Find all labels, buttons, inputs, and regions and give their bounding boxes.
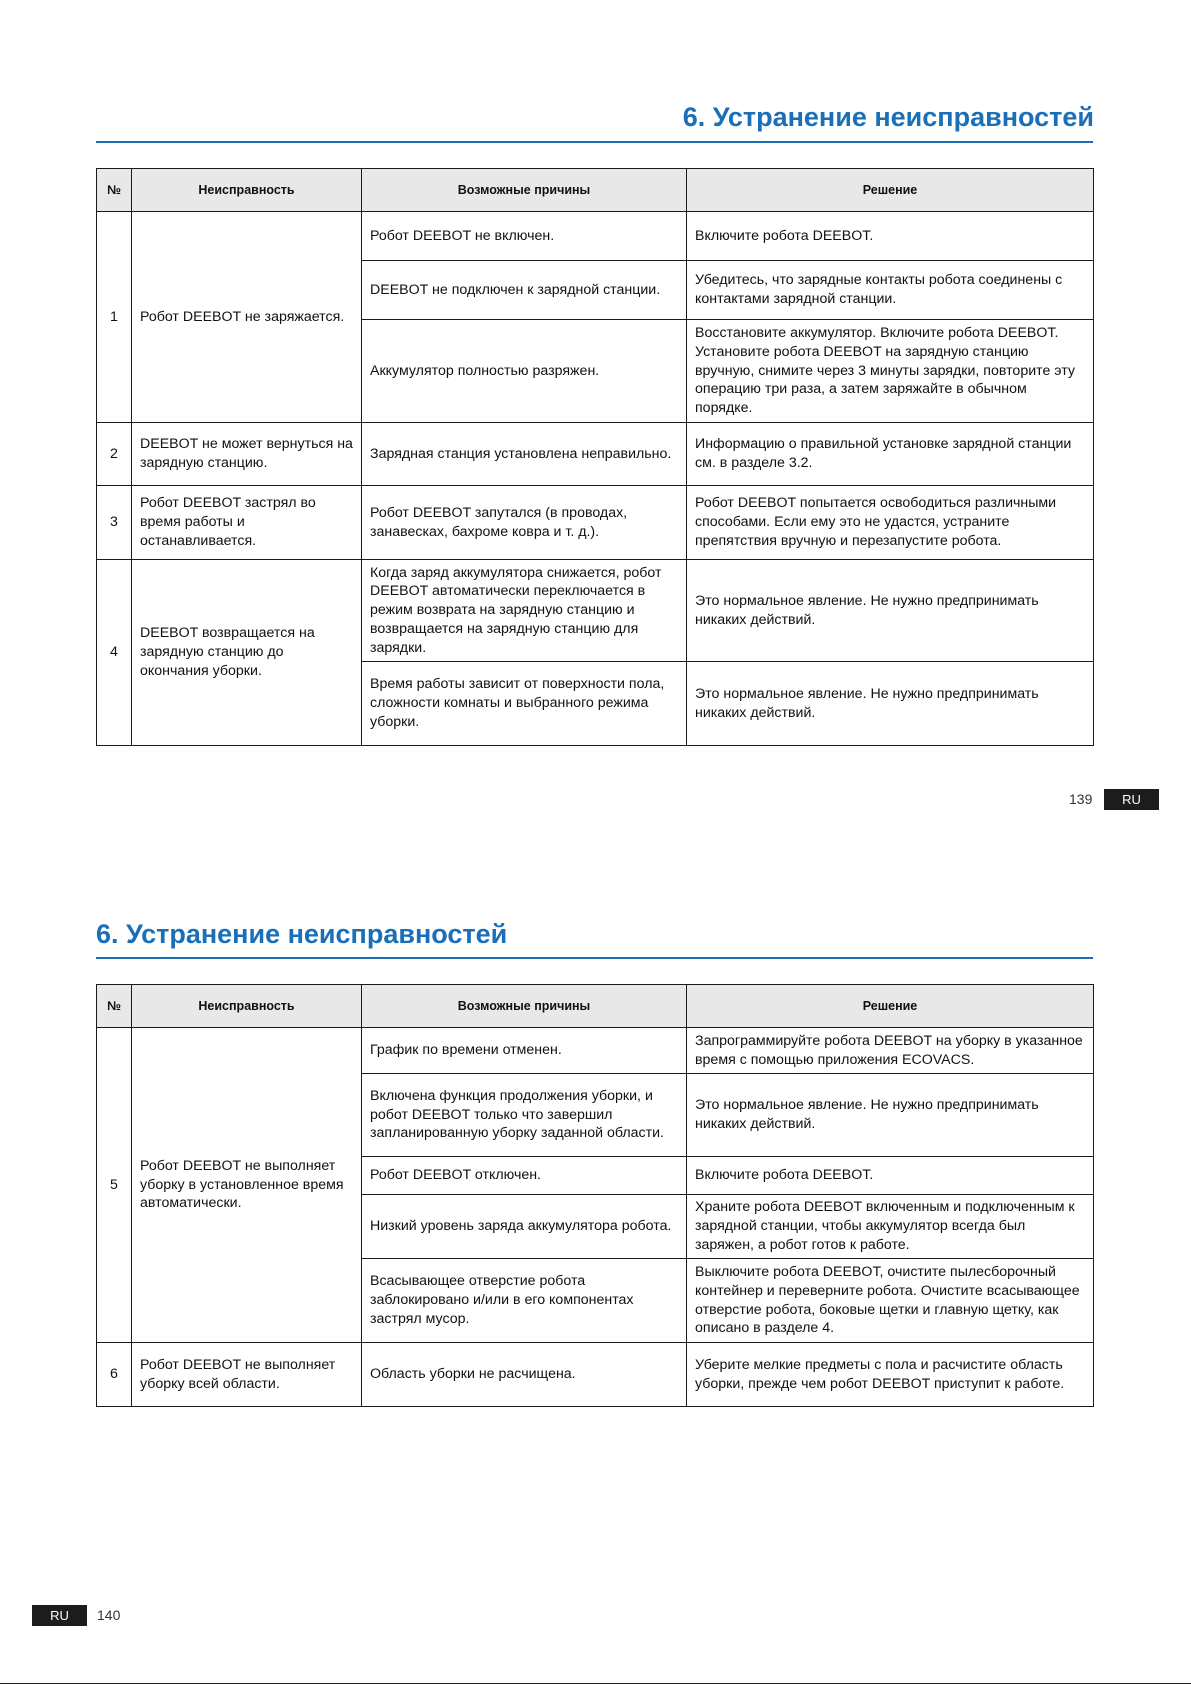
page-bottom-border [0,1683,1191,1684]
troubleshooting-table [96,168,1094,746]
solution-cell: Храните робота DEEBOT включенным и подключенным к зарядной станции, чтобы аккумулятор всегда был заряжен, а робот готов к работе. [687,1195,1094,1259]
title-rule [96,957,1093,959]
page-number: 140 [97,1607,121,1623]
cause-cell: Время работы зависит от поверхности пола, сложности комнаты и выбранного режима уборки. [362,662,687,746]
cause-cell: Область уборки не расчищена. [362,1343,687,1407]
cause-cell: Робот DEEBOT не включен. [362,212,687,261]
solution-cell: Включите робота DEEBOT. [687,212,1094,261]
table-header-row [97,169,1094,212]
problem-cell: DEEBOT возвращается на зарядную станцию до окончания уборки. [132,560,362,746]
table-row [97,423,1094,486]
page-title: 6. Устранение неисправностей [682,102,1094,132]
page-number: 139 [1069,791,1093,807]
problem-cell: DEEBOT не может вернуться на зарядную станцию. [132,423,362,486]
row-number: 5 [97,1028,132,1343]
cause-cell: Робот DEEBOT отключен. [362,1157,687,1195]
header-solution: Решение [687,169,1094,212]
solution-cell: Убедитесь, что зарядные контакты робота соединены с контактами зарядной станции. [687,261,1094,320]
cause-cell: Зарядная станция установлена неправильно. [362,423,687,486]
problem-cell: Робот DEEBOT не заряжается. [132,212,362,423]
troubleshooting-table [96,984,1094,1407]
language-badge: RU [1104,789,1159,810]
table-row [97,1028,1094,1074]
solution-cell: Информацию о правильной установке зарядной станции см. в разделе 3.2. [687,423,1094,486]
solution-cell: Это нормальное явление. Не нужно предпринимать никаких действий. [687,1074,1094,1157]
title-rule [96,141,1093,143]
header-problem: Неисправность [132,985,362,1028]
row-number: 2 [97,423,132,486]
header-number: № [97,169,132,212]
cause-cell: Робот DEEBOT запутался (в проводах, занавесках, бахроме ковра и т. д.). [362,486,687,560]
solution-cell: Это нормальное явление. Не нужно предпринимать никаких действий. [687,662,1094,746]
solution-cell: Запрограммируйте робота DEEBOT на уборку в указанное время с помощью приложения ECOVACS. [687,1028,1094,1074]
row-number: 3 [97,486,132,560]
table-header-row [97,985,1094,1028]
header-causes: Возможные причины [362,169,687,212]
table-row [97,560,1094,662]
row-number: 1 [97,212,132,423]
table-row [97,486,1094,560]
row-number: 4 [97,560,132,746]
header-problem: Неисправность [132,169,362,212]
table-row [97,212,1094,261]
table-row [97,1343,1094,1407]
cause-cell: Аккумулятор полностью разряжен. [362,320,687,423]
solution-cell: Робот DEEBOT попытается освободиться различными способами. Если ему это не удастся, устраните препятствия вручную и перезапустите робота. [687,486,1094,560]
page-title: 6. Устранение неисправностей [96,919,508,949]
cause-cell: Включена функция продолжения уборки, и робот DEEBOT только что завершил запланированную уборку заданной области. [362,1074,687,1157]
solution-cell: Восстановите аккумулятор. Включите робота DEEBOT. Установите робота DEEBOT на зарядную станцию вручную, снимите через 3 минуты зарядки, повторите эту операцию три раза, а затем заряжайте в обычном порядке. [687,320,1094,423]
language-badge: RU [32,1605,87,1626]
cause-cell: Всасывающее отверстие робота заблокировано и/или в его компонентах застрял мусор. [362,1259,687,1343]
cause-cell: График по времени отменен. [362,1028,687,1074]
problem-cell: Робот DEEBOT не выполняет уборку в установленное время автоматически. [132,1028,362,1343]
cause-cell: DEEBOT не подключен к зарядной станции. [362,261,687,320]
header-solution: Решение [687,985,1094,1028]
problem-cell: Робот DEEBOT не выполняет уборку всей области. [132,1343,362,1407]
solution-cell: Включите робота DEEBOT. [687,1157,1094,1195]
solution-cell: Уберите мелкие предметы с пола и расчистите область уборки, прежде чем робот DEEBOT приступит к работе. [687,1343,1094,1407]
cause-cell: Низкий уровень заряда аккумулятора робота. [362,1195,687,1259]
header-number: № [97,985,132,1028]
header-causes: Возможные причины [362,985,687,1028]
cause-cell: Когда заряд аккумулятора снижается, робот DEEBOT автоматически переключается в режим возврата на зарядную станцию и возвращается на зарядную станцию для зарядки. [362,560,687,662]
solution-cell: Это нормальное явление. Не нужно предпринимать никаких действий. [687,560,1094,662]
solution-cell: Выключите робота DEEBOT, очистите пылесборочный контейнер и переверните робота. Очистите всасывающее отверстие робота, боковые щетки и главную щетку, как описано в разделе 4. [687,1259,1094,1343]
row-number: 6 [97,1343,132,1407]
problem-cell: Робот DEEBOT застрял во время работы и останавливается. [132,486,362,560]
